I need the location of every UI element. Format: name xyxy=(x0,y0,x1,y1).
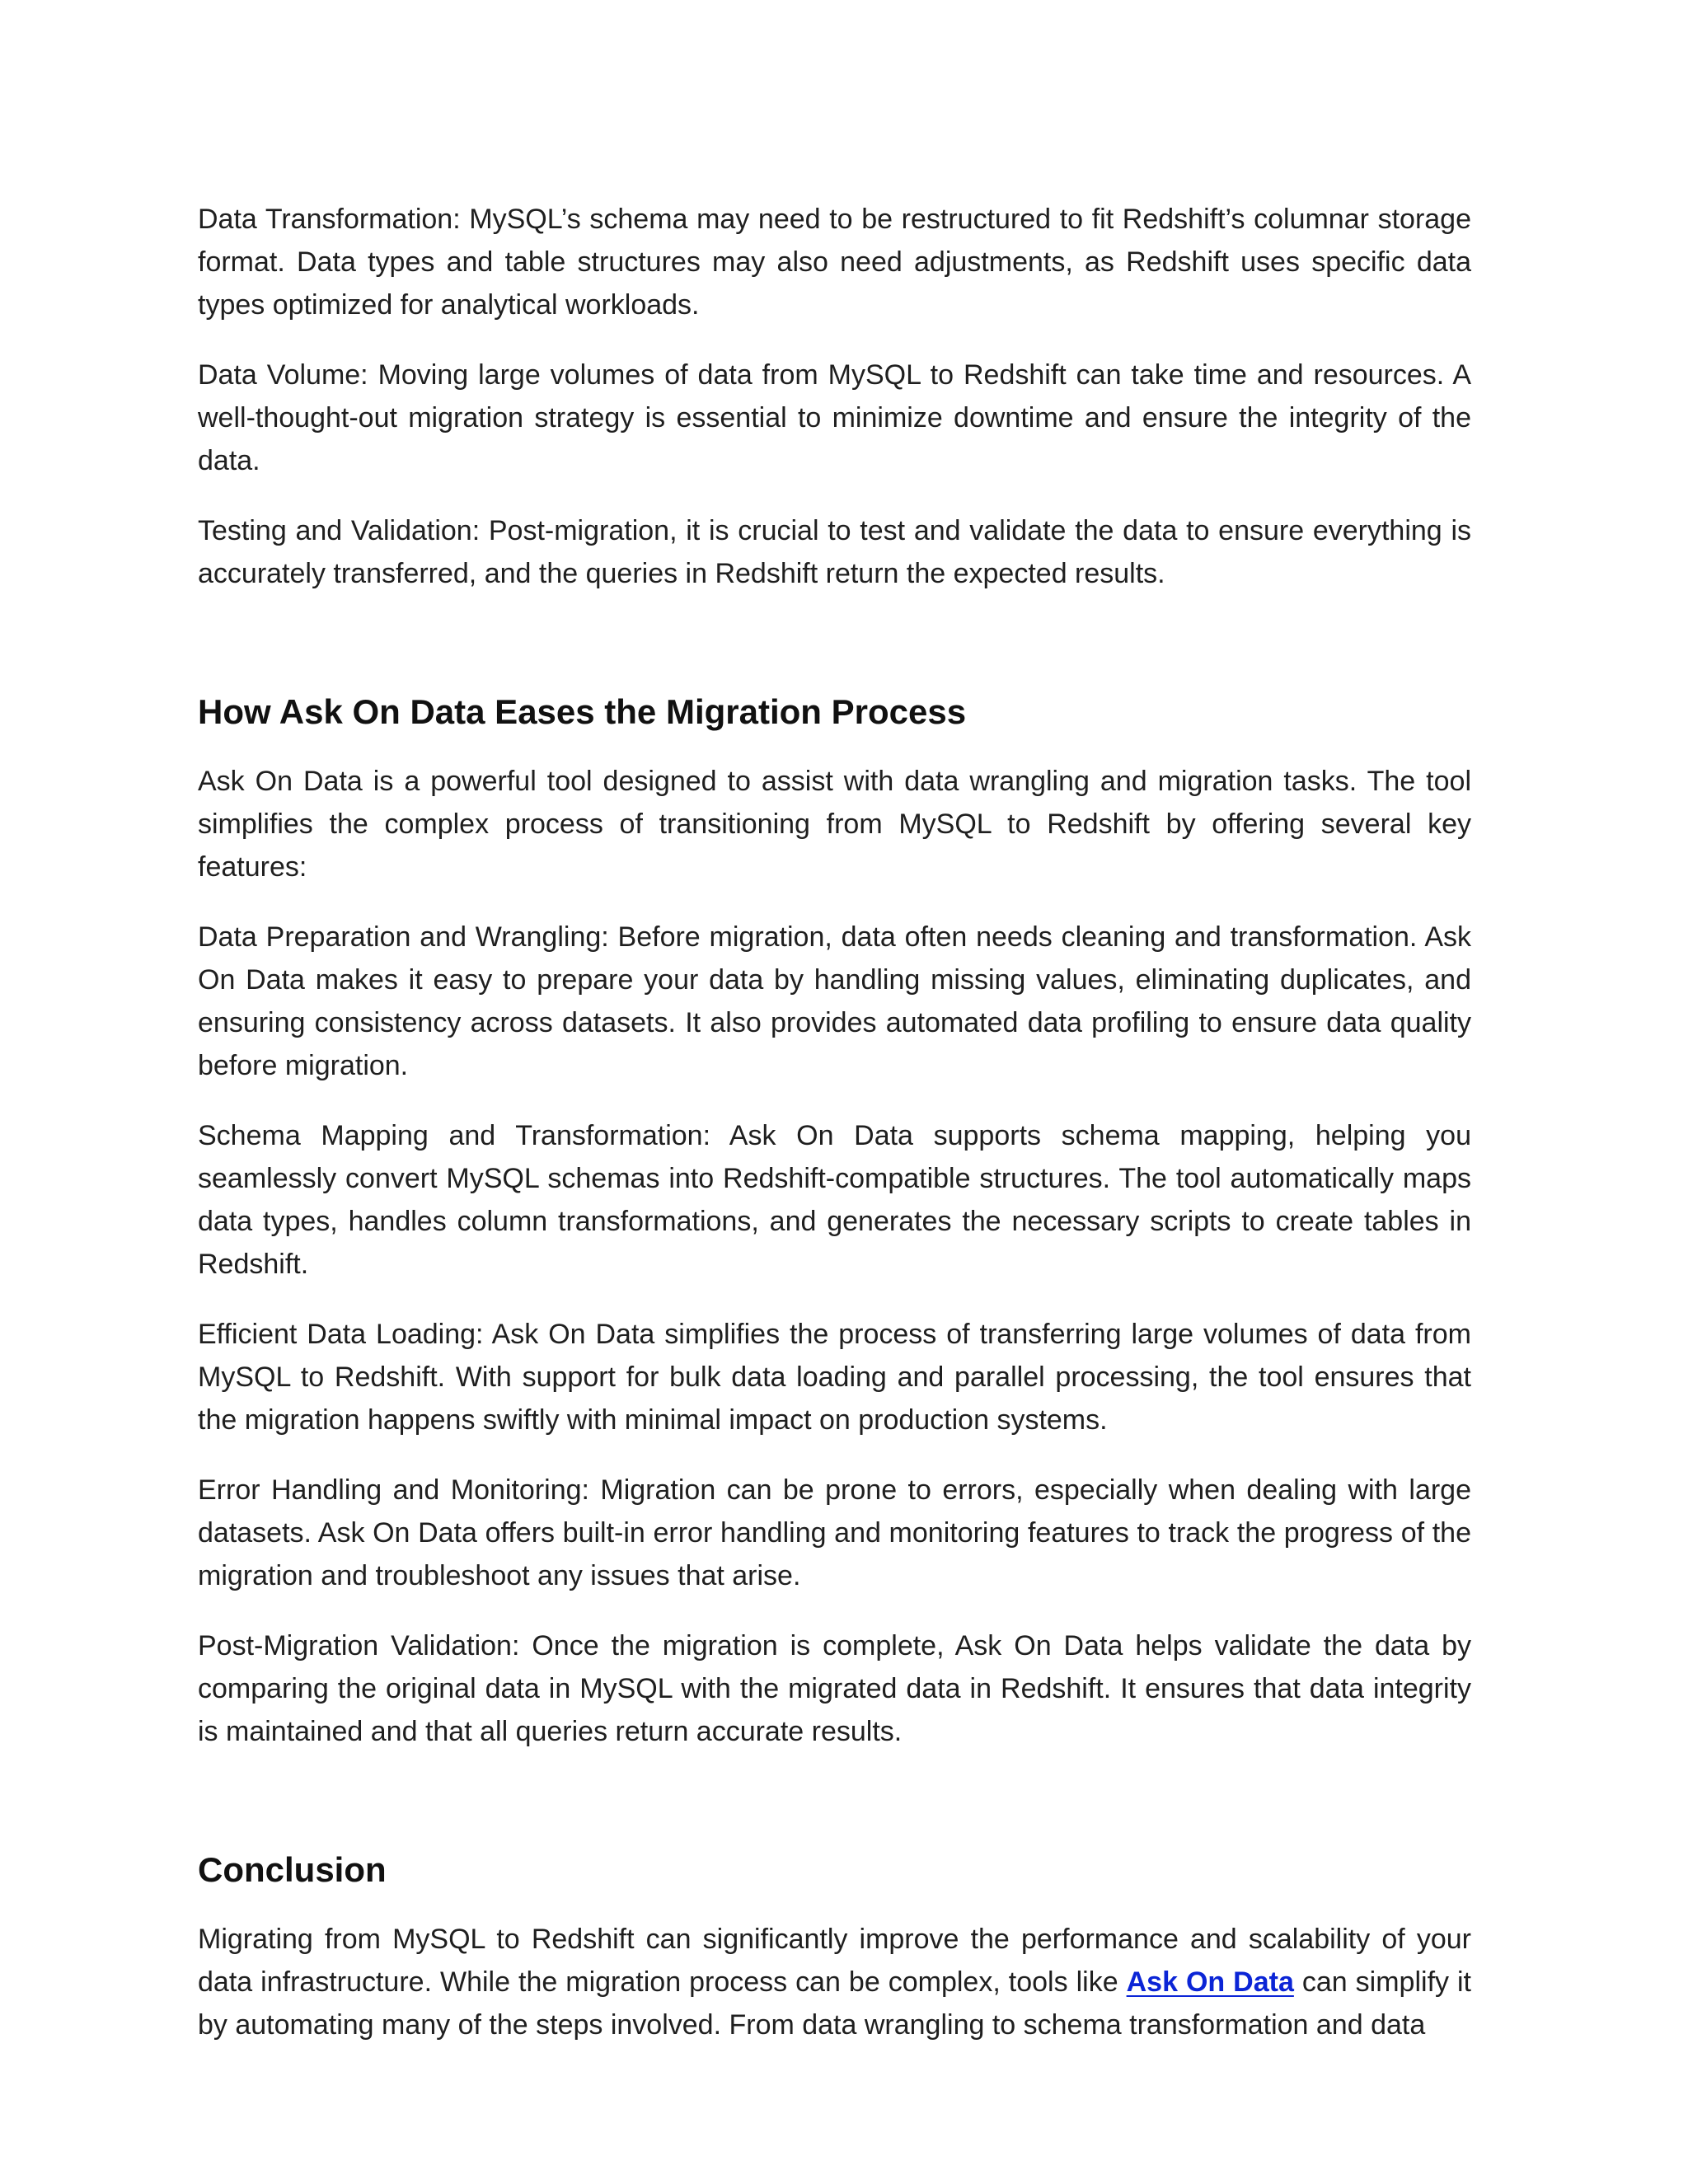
document-content xyxy=(198,198,1471,2074)
paragraph-data-transformation: Data Transformation: MySQL’s schema may need to be restructured to fit Redshift’s columnar storage format. Data types and table structures may also need adjustments, as Redshift uses specific data types optimized for analytical workloads. xyxy=(198,204,1471,321)
paragraph-schema-mapping: Schema Mapping and Transformation: Ask On Data supports schema mapping, helping you seamlessly convert MySQL schemas into Redshift-compatible structures. The tool automatically maps data types, handles column transformations, and generates the necessary scripts to create tables in Redshift. xyxy=(198,1120,1471,1280)
ask-on-data-link[interactable]: Ask On Data xyxy=(1126,1966,1294,1998)
paragraph-efficient-loading: Efficient Data Loading: Ask On Data simplifies the process of transferring large volumes of data from MySQL to Redshift. With support for bulk data loading and parallel processing, the tool ensures that the migration happens swiftly with minimal impact on production systems. xyxy=(198,1319,1471,1436)
conclusion-text-after-link: can simplify it by automating many of the steps involved. From data wrangling to schema transformation and data xyxy=(198,1966,1471,2041)
heading-ask-on-data: How Ask On Data Eases the Migration Process xyxy=(198,692,967,731)
paragraph-data-volume: Data Volume: Moving large volumes of data from MySQL to Redshift can take time and resources. A well-thought-out migration strategy is essential to minimize downtime and ensure the integrity of the data. xyxy=(198,359,1471,476)
conclusion-text-before-link: Migrating from MySQL to Redshift can significantly improve the performance and scalability of your data infrastructure. While the migration process can be complex, tools like xyxy=(198,1924,1471,1998)
paragraph-conclusion xyxy=(198,1918,1471,2046)
paragraph-ask-on-data-intro: Ask On Data is a powerful tool designed to assist with data wrangling and migration tasks. The tool simplifies the complex process of transitioning from MySQL to Redshift by offering several key features: xyxy=(198,766,1471,883)
paragraph-post-migration: Post-Migration Validation: Once the migration is complete, Ask On Data helps validate the data by comparing the original data in MySQL with the migrated data in Redshift. It ensures that data integrity is maintained and that all queries return accurate results. xyxy=(198,1630,1471,1747)
paragraph-data-preparation: Data Preparation and Wrangling: Before migration, data often needs cleaning and transformation. Ask On Data makes it easy to prepare your data by handling missing values, eliminating duplicates, and ensuring consistency across datasets. It also provides automated data profiling to ensure data quality before migration. xyxy=(198,921,1471,1081)
heading-conclusion: Conclusion xyxy=(198,1850,387,1889)
paragraph-testing-validation: Testing and Validation: Post-migration, it is crucial to test and validate the data to ensure everything is accurately transferred, and the queries in Redshift return the expected results. xyxy=(198,515,1471,589)
paragraph-error-handling: Error Handling and Monitoring: Migration can be prone to errors, especially when dealing with large datasets. Ask On Data offers built-in error handling and monitoring features to track the progress of the migration and troubleshoot any issues that arise. xyxy=(198,1474,1471,1591)
